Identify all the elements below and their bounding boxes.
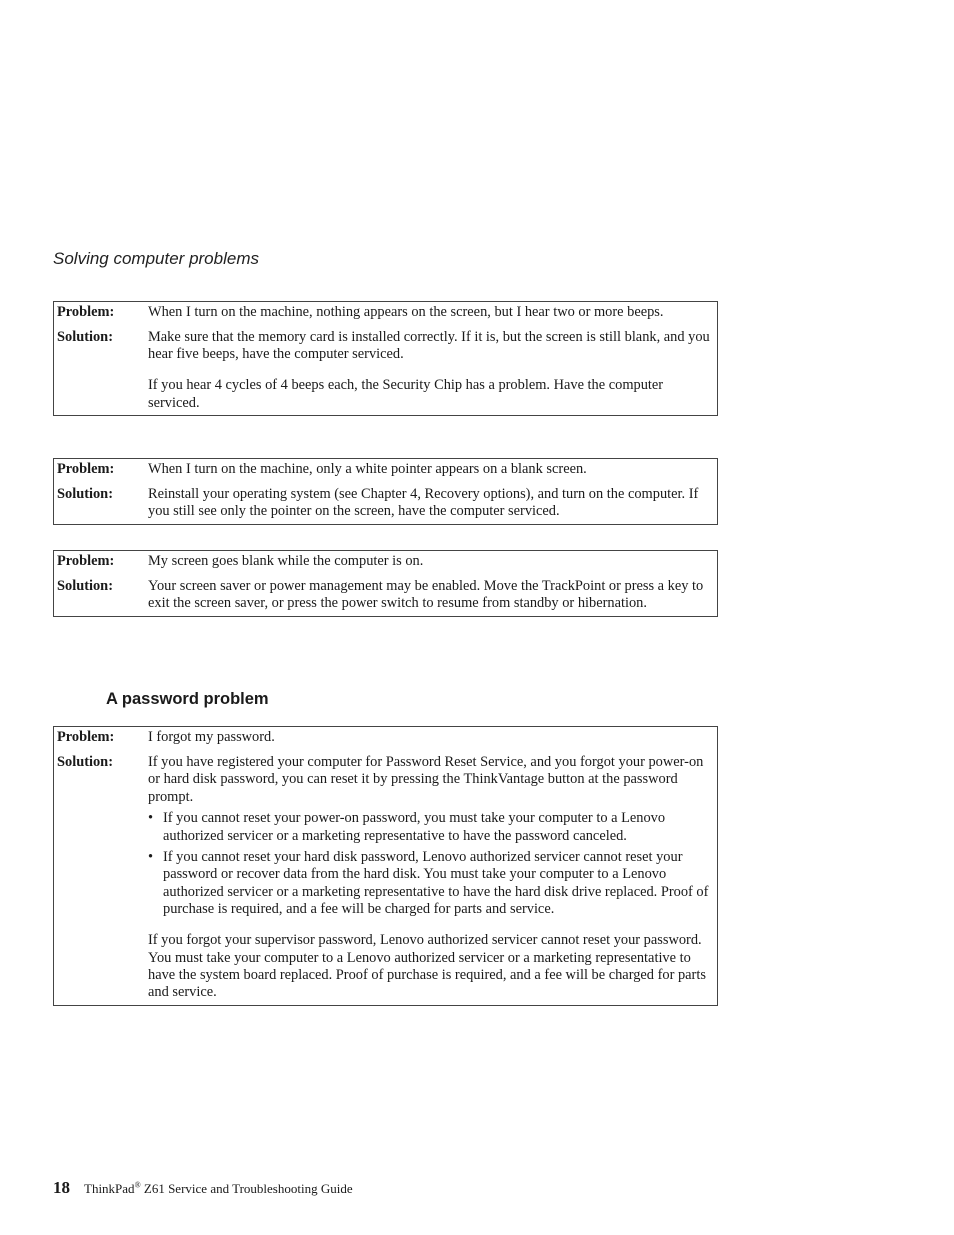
solution-bullet-list <box>148 810 713 918</box>
solution-text <box>148 754 713 1002</box>
problem-box-white-pointer <box>53 458 718 525</box>
bullet-item: • If you cannot reset your hard disk password, Lenovo authorized servicer cannot reset your password or recover data from the hard disk. You must take your computer to a Lenovo authorized servicer or a marketing representative to have the hard disk drive replaced. Proof of purchase is required, and a fee will be charged for parts and service. <box>148 849 713 919</box>
problem-label: Problem: <box>57 461 115 477</box>
problem-text: When I turn on the machine, only a white pointer appears on a blank screen. <box>148 461 587 477</box>
page-number: 18 <box>53 1178 70 1197</box>
solution-paragraph: Reinstall your operating system (see Chapter 4, Recovery options), and turn on the computer. If you still see only the pointer on the screen, have the computer serviced. <box>148 486 699 520</box>
bullet-item: • If you cannot reset your power-on password, you must take your computer to a Lenovo authorized servicer or a marketing representative to have the password canceled. <box>148 810 713 845</box>
solution-label: Solution: <box>57 754 113 770</box>
problem-row <box>57 553 713 570</box>
solution-label: Solution: <box>57 578 113 594</box>
problem-text: When I turn on the machine, nothing appears on the screen, but I hear two or more beeps. <box>148 304 664 320</box>
solution-row <box>57 329 713 412</box>
problem-text: My screen goes blank while the computer is on. <box>148 553 424 569</box>
solution-intro: If you have registered your computer for Password Reset Service, and you forgot your power-on or hard disk password, you can reset it by pressing the ThinkVantage button at the password prompt. <box>148 754 704 805</box>
footer-title: Z61 Service and Troubleshooting Guide <box>140 1181 353 1196</box>
problem-label: Problem: <box>57 729 115 745</box>
problem-row <box>57 304 713 321</box>
solution-paragraph: Your screen saver or power management may be enabled. Move the TrackPoint or press a key to exit the screen saver, or press the power switch to resume from standby or hibernation. <box>148 578 704 612</box>
solution-label: Solution: <box>57 329 113 345</box>
problem-row <box>57 461 713 478</box>
running-head: Solving computer problems <box>53 249 259 268</box>
problem-text: I forgot my password. <box>148 729 275 745</box>
problem-row <box>57 729 713 746</box>
footer-product: ThinkPad <box>84 1181 135 1196</box>
problem-label: Problem: <box>57 304 115 320</box>
problem-box-password <box>53 726 718 1006</box>
problem-box-beeps <box>53 301 718 416</box>
page-footer <box>53 1178 353 1198</box>
solution-outro: If you forgot your supervisor password, Lenovo authorized servicer cannot reset your password. You must take your computer to a Lenovo authorized servicer or a marketing representative to have the system board replaced. Proof of purchase is required, and a fee will be charged for parts and service. <box>148 932 706 1001</box>
solution-paragraph: If you hear 4 cycles of 4 beeps each, the Security Chip has a problem. Have the computer serviced. <box>148 377 664 411</box>
section-heading: A password problem <box>106 690 269 708</box>
problem-box-screen-blank <box>53 550 718 617</box>
problem-label: Problem: <box>57 553 115 569</box>
solution-label: Solution: <box>57 486 113 502</box>
solution-row <box>57 754 713 1002</box>
solution-row <box>57 578 713 613</box>
solution-text <box>148 578 713 613</box>
solution-text <box>148 329 713 412</box>
solution-paragraph: Make sure that the memory card is installed correctly. If it is, but the screen is still blank, and you hear five beeps, have the computer serviced. <box>148 329 710 363</box>
solution-text <box>148 486 713 521</box>
solution-row <box>57 486 713 521</box>
registered-mark: ® <box>134 1180 141 1190</box>
